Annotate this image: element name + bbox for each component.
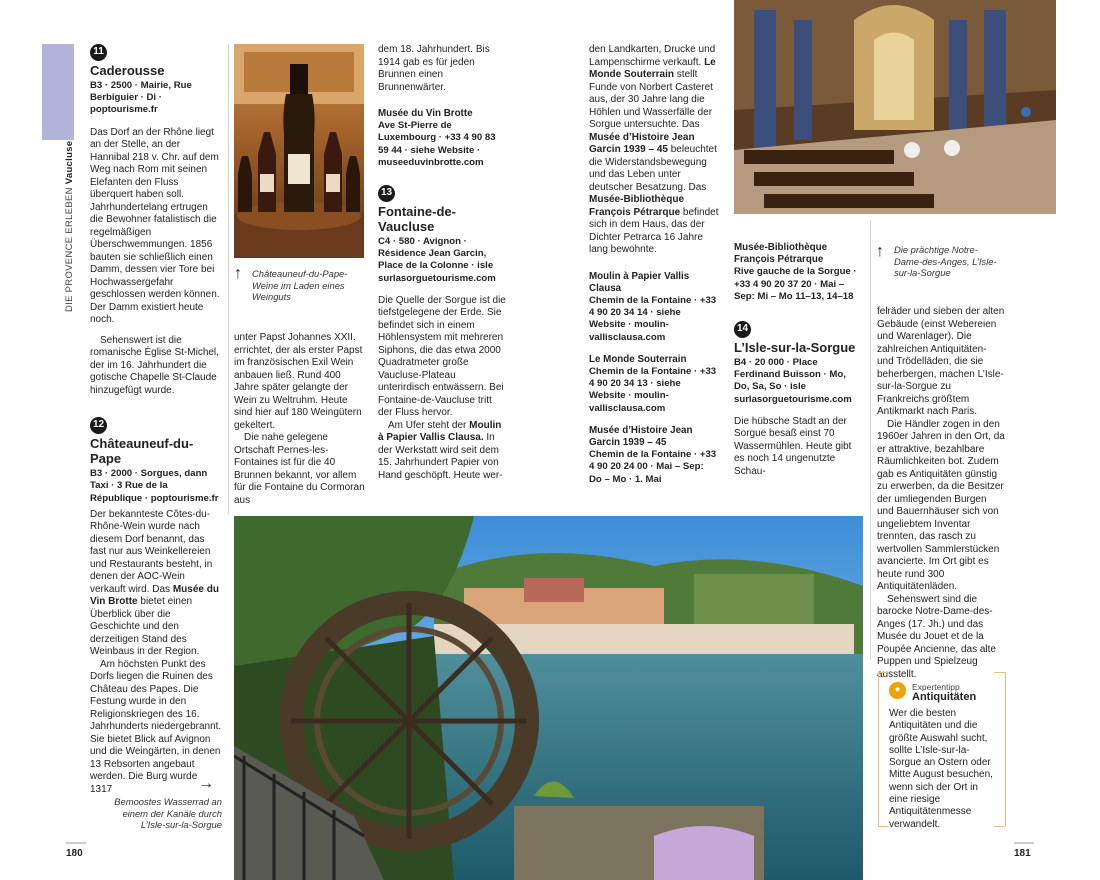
entry-number: 14: [734, 321, 751, 338]
section-tab: [42, 44, 74, 140]
listing-info: Chemin de la Fontaine · +33 4 90 20 24 00 · Mai – Sep: Do – Mo · 1. Mai: [589, 449, 717, 485]
tip-body: Wer die besten Antiquitäten und die größte Auswahl sucht, sollte L’Isle-sur-la-Sorgue an Ostern oder Mitte August besuchen, wenn sich der Ort in eine riesige Antiquitätenmesse verwandelt.: [889, 708, 993, 830]
tip-title: Antiquitäten: [912, 691, 977, 703]
wine-photo: [234, 44, 364, 258]
column-1: [90, 44, 222, 804]
tip-corner-top-left: [878, 672, 888, 673]
paragraph: Am Ufer steht der Moulin à Papier Vallis Clausa. In der Werkstatt wird seit dem 15. Jahrhundert Papier von Hand geschöpft. Heute wer-: [378, 419, 503, 481]
column-2: [234, 332, 366, 515]
entry-info: B3 · 2000 · Sorgues, dann Taxi · 3 Rue de la République · poptourisme.fr: [90, 468, 219, 504]
listing-title: Le Monde Souterrain: [589, 353, 687, 365]
speech-bubble-icon: ●: [889, 682, 906, 699]
page-number-left: [66, 842, 86, 844]
paragraph: den Landkarten, Drucke und Lampenschirme verkauft. Le Monde Souterrain stellt Funde von Norbert Casteret aus, der 30 Jahre lang die Höhlen und Wasserfälle der Sorgue untersuchte. Das Musée d’Histoire Jean Garcin 1939 – 45 beleuchtet die Widerstandsbewegung und das Leben unter deutscher Besatzung. Das Musée-Bibliothèque François Pétrarque befindet sich in dem Haus, das der Dichter Petrarca 16 Jahre lang bewohnte.: [589, 44, 719, 255]
paragraph: Die hübsche Stadt an der Sorgue besaß einst 70 Wassermühlen. Heute gibt es noch 14 ungenutzte Schau-: [734, 415, 852, 477]
column-4: [589, 44, 719, 496]
church-caption: Die prächtige Notre-Dame-des-Anges, L’Isle-sur-la-Sorgue: [894, 244, 997, 278]
column-divider: [870, 220, 871, 660]
column-divider: [228, 44, 229, 514]
entry-number: 12: [90, 417, 107, 434]
tip-corner-bottom-left: [878, 826, 888, 827]
entry-number: 11: [90, 44, 107, 61]
section-label: [64, 141, 76, 312]
column-6: [877, 306, 1005, 689]
page-number-right-text: 181: [1014, 848, 1031, 859]
paragraph: Am höchsten Punkt des Dorfs liegen die Ruinen des Château des Papes. Die Festung wurde in den Religionskriegen des 16. Jahrhunderts niedergebrannt. Sie bietet Blick auf Avignon und die Weingärten, in denen 13 Rebsorten angebaut werden. Die Burg wurde 1317: [90, 658, 222, 795]
paragraph: unter Papst Johannes XXII. errichtet, der als erster Papst im französischen Exil Wein anbauen ließ. Rund 400 Jahre später gelangte der Wein zu Weltruhm. Heute sind hier auf 180 Weingütern gekeltert.: [234, 332, 363, 431]
caption-arrow-up: ↑: [234, 265, 242, 282]
listing-title: Musée d’Histoire Jean Garcin 1939 – 45: [589, 424, 693, 448]
entry-info: B4 · 20 000 · Place Ferdinand Buisson · Mo, Do, Sa, So · isle surlasorguetourisme.com: [734, 357, 852, 405]
paragraph: Das Dorf an der Rhône liegt an der Stelle, an der Hannibal 218 v. Chr. auf dem Weg nach Rom mit seinen Elefanten den Fluss überquert haben soll. Jahrhundertelang ertrugen die Bewohner fatalistisch die regelmäßigen Überschwemmungen. 1856 bauten sie schließlich einen Damm, dessen vier Tore bei Hochwassergefahr geschlossen werden können. Der Damm existiert heute noch.: [90, 126, 220, 326]
page-number-left-text: 180: [66, 848, 83, 859]
column-5: [734, 242, 864, 486]
listing-info: Rive gauche de la Sorgue · +33 4 90 20 37 20 · Mai – Sep: Mi – Mo 11–13, 14–18: [734, 266, 857, 302]
paragraph: Die Quelle der Sorgue ist die tiefstgelegene der Erde. Sie befindet sich in einem Höhlensystem mit mehreren Siphons, die das etwa 2000 Quadratmeter große Vaucluse-Plateau unterirdisch entwässern. Bei Fontaine-de-Vaucluse tritt der Fluss hervor.: [378, 294, 506, 419]
entry-info: B3 · 2500 · Mairie, Rue Berbiguier · Di · poptourisme.fr: [90, 80, 192, 116]
listing-title: Musée du Vin Brotte: [378, 108, 473, 119]
paragraph: Der bekannteste Côtes-du-Rhône-Wein wurde nach diesem Dorf benannt, das fast nur aus Weinkellereien und Restaurants besteht, in denen der AOC-Wein verkauft wird. Das Musée du Vin Brotte bietet einen Überblick über die Geschichte und den derzeitigen Stand des Weinbaus in der Region.: [90, 508, 219, 658]
entry-info: C4 · 580 · Avignon · Résidence Jean Garcin, Place de la Colonne · isle surlasorguetourisme.com: [378, 236, 496, 284]
listing-info: Chemin de la Fontaine · +33 4 90 20 34 13 · siehe Website · moulin-vallisclausa.com: [589, 365, 717, 414]
paragraph: Sehenswert sind die barocke Notre-Dame-des-Anges (17. Jh.) und das Musée du Jouet et de la Poupée Ancienne, das alte Puppen und Spielzeug ausstellt.: [877, 593, 996, 680]
entry-title: Châteauneuf-du-Pape: [90, 436, 194, 467]
entry-title: Caderousse: [90, 63, 165, 78]
entry-number: 13: [378, 185, 395, 202]
paragraph: felräder und sieben der alten Gebäude (einst Webereien und Warenlager). Die zahlreichen Antiquitäten- und Trödelläden, die sie beherbergen, machen L’Isle-sur-la-Sorgue zu Frankreichs größtem Antikmarkt nach Paris.: [877, 306, 1005, 417]
caption-arrow: →: [198, 775, 214, 792]
wine-caption: Châteauneuf-du-Pape-Weine im Laden eines Weinguts: [252, 268, 348, 302]
section-label-region: Vaucluse: [64, 140, 75, 185]
church-photo: [734, 0, 1056, 214]
listing-info: Chemin de la Fontaine · +33 4 90 20 34 14 · siehe Website · moulin-vallisclausa.com: [589, 294, 717, 343]
tip-corner-top-right: [994, 672, 1005, 673]
entry-title: L’Isle-sur-la-Sorgue: [734, 340, 856, 356]
paragraph: Sehenswert ist die romanische Église St-Michel, der im 16. Jahrhundert die gotische Chapelle St-Claude hinzugefügt wurde.: [90, 334, 219, 396]
paragraph: dem 18. Jahrhundert. Bis 1914 gab es für jeden Brunnen einen Brunnenwärter.: [378, 44, 490, 93]
tip-kicker: Expertentipp: [912, 682, 960, 692]
listing-title: Moulin à Papier Vallis Clausa: [589, 270, 690, 294]
entry-title: Fontaine-de-Vaucluse: [378, 204, 456, 235]
page-number-right: [1014, 842, 1034, 844]
column-3: [378, 44, 508, 490]
paragraph: Die Händler zogen in den 1960er Jahren in den Ort, da er attraktive, bezahlbare Räumlichkeiten bot. Zudem gab es Antiquitäten günstig zu erwerben, da die Besitzer der umliegenden Burgen und Bauernhäuser sich von ungeliebtem Inventar trennten, das rasch zu wertvollen Sammlerstücken avancierte. Im Ort gibt es heute rund 300 Antiquitätenläden.: [877, 418, 1005, 592]
section-label-prefix: DIE PROVENCE ERLEBEN: [64, 187, 75, 312]
wheel-caption: Bemoostes Wasserrad an einem der Kanäle durch L’Isle-sur-la-Sorgue: [114, 796, 222, 830]
waterwheel-photo: [234, 516, 863, 880]
paragraph: Die nahe gelegene Ortschaft Pernes-les-Fontaines ist für die 40 Brunnen bekannt, vor allem für die Fontaine du Cormoran aus: [234, 432, 365, 506]
listing-info: Ave St-Pierre de Luxembourg · +33 4 90 83 59 44 · siehe Website · museeduvinbrotte.com: [378, 120, 496, 168]
caption-arrow-up: ↑: [876, 243, 884, 260]
listing-title: Musée-Bibliothèque François Pétrarque: [734, 242, 828, 266]
